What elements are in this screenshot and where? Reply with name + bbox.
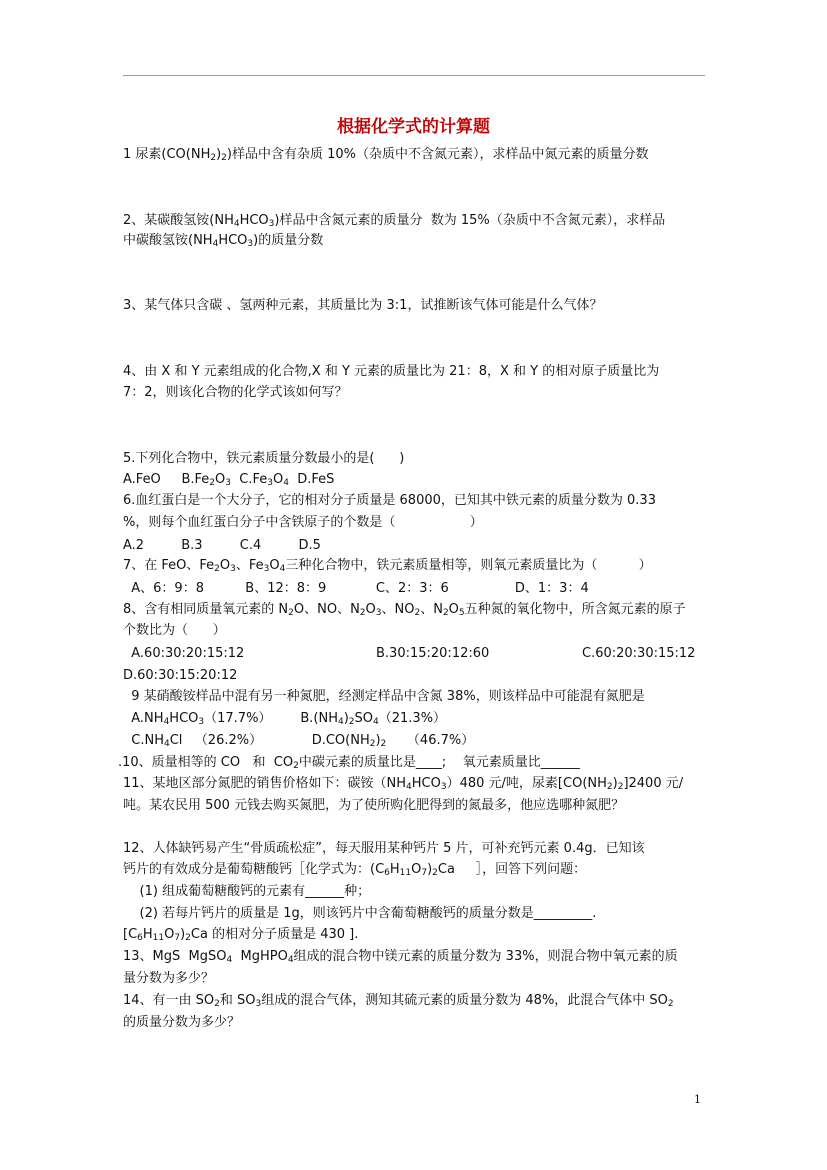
question-8-option-d: D.60:30:15:20:12 (123, 668, 238, 683)
question-3: 3、某气体只含碳 、氢两种元素，其质量比为 3:1，试推断该气体可能是什么气体？ (123, 298, 603, 313)
question-14-line-1: 14、有一由 $SO_2$和 $SO_3$组成的混合气体，测知其硫元素的质量分数为 48%，此混合气体中 $SO_2$ (123, 993, 674, 1009)
question-10: .10、质量相等的 CO 和 $CO_2$中碳元素的质量比是____; 氧元素质量比______ (118, 755, 580, 771)
question-2-line-1: 2、某碳酸氢铵$(NH_4HCO_3)$样品中含氮元素的质量分 数为 15%（杂质中不含氮元素），求样品 (123, 213, 666, 229)
question-8-option-b: B.30:15:20:12:60 (376, 646, 490, 661)
question-13-line-2: 量分数为多少？ (123, 971, 215, 986)
question-5-stem: 5.下列化合物中，铁元素质量分数最小的是( ) (123, 451, 405, 466)
question-9-options-cd: $C.NH_4Cl$ （26.2%） $D.CO(NH_2)_2$ （46.7%） (123, 733, 475, 749)
question-8-option-c: C.60:20:30:15:12 (582, 646, 696, 661)
question-13-line-1: 13、MgS MgSO$_4$ MgHPO$_4$组成的混合物中镁元素的质量分数为 33%，则混合物中氧元素的质 (123, 949, 678, 965)
question-12-line-5: $[C_6H_{11}O_7)_2Ca$ 的相对分子质量是 430 ]. (123, 927, 359, 943)
question-8-line-2: 个数比为（ ） (123, 623, 226, 638)
question-12-sub-1: (1) 组成葡萄糖酸钙的元素有______种； (123, 884, 371, 899)
question-4-line-1: 4、由 X 和 Y 元素组成的化合物,X 和 Y 元素的质量比为 21：8，X 和 Y 的相对原子质量比为 (123, 364, 660, 379)
question-6-line-2: %，则每个血红蛋白分子中含铁原子的个数是（ ） (123, 515, 483, 530)
question-8-stem: 8、含有相同质量氧元素的 $N_2O$、NO、$N_2O_3$、$NO_2$、$N_2O_5$五种氮的氧化物中，所含氮元素的原子 (123, 602, 686, 618)
question-6-line-1: 6.血红蛋白是一个大分子，它的相对分子质量是 68000，已知其中铁元素的质量分数为 0.33 (123, 493, 656, 508)
question-7-stem: 7、在 FeO、$Fe_2O_3$、$Fe_3O_4$三种化合物中，铁元素质量相等，则氧元素质量比为（ ） (123, 558, 652, 574)
question-12-sub-2: (2) 若每片钙片的质量是 1g，则该钙片中含葡萄糖酸钙的质量分数是_________. (123, 906, 597, 921)
page-number: 1 (694, 1093, 701, 1106)
question-8-option-a: A.60:30:20:15:12 (123, 646, 245, 661)
question-7-options: A、6：9：8 B、12：8：9 C、2：3：6 D、1：3：4 (123, 581, 589, 596)
question-11-line-1: 11、某地区部分氮肥的销售价格如下：碳铵$(NH_4HCO_3)480$ 元/吨，尿素$[CO(NH_2)_2]2400$ 元/ (123, 776, 684, 792)
question-5-options: A.FeO $B.Fe_2O_3$ $C.Fe_3O_4$ D.FeS (123, 472, 335, 488)
question-11-line-2: 吨。某农民用 500 元钱去购买氮肥，为了使所购化肥得到的氮最多，他应选哪种氮肥？ (123, 798, 625, 813)
question-9-options-ab: $A.NH_4HCO_3(17.7\%)$ $B.(NH_4)_2SO_4(21.3\%)$ (123, 711, 447, 727)
question-4-line-2: 7：2，则该化合物的化学式该如何写？ (123, 385, 348, 400)
question-6-options: A.2 B.3 C.4 D.5 (123, 538, 321, 553)
question-9-stem: 9 某硝酸铵样品中混有另一种氮肥，经测定样品中含氮 38%，则该样品中可能混有氮肥是 (123, 689, 645, 704)
page-title: 根据化学式的计算题 (337, 117, 490, 137)
header-rule (123, 75, 705, 76)
question-12-line-2: 钙片的有效成分是葡萄糖酸钙［化学式为：$(C_6H_{11}O_7)_2Ca$ ］，回答下列问题： (123, 862, 587, 878)
question-12-line-1: 12、人体缺钙易产生“骨质疏松症”，每天服用某种钙片 5 片，可补充钙元素 0.4g．已知该 (123, 841, 645, 856)
question-14-line-2: 的质量分数为多少？ (123, 1015, 241, 1030)
question-2-line-2: 中碳酸氢铵$(NH_4HCO_3)$的质量分数 (123, 233, 324, 249)
question-1: 1 尿素$(CO(NH_2)_2)$样品中含有杂质 10%（杂质中不含氮元素），求样品中氮元素的质量分数 (123, 147, 649, 163)
